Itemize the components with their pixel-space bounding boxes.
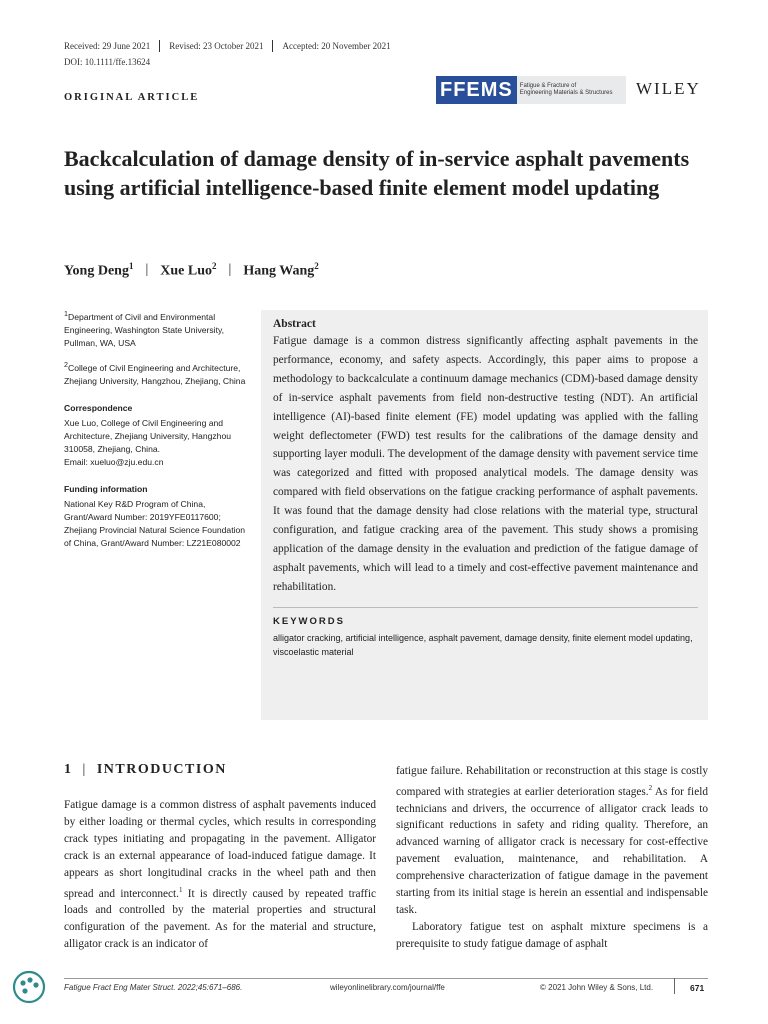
keywords-text: alligator cracking, artificial intelligence, asphalt pavement, damage density, finite element model updating, viscoelastic material	[273, 632, 693, 657]
publisher-logo[interactable]: WILEY	[636, 79, 701, 98]
citation-ref[interactable]: 2	[648, 783, 653, 792]
article-title: Backcalculation of damage density of in-service asphalt pavements using artificial intelligence-based finite element model updating	[64, 146, 690, 200]
submission-dates	[64, 40, 400, 52]
funding-heading: Funding information	[64, 483, 148, 494]
abstract-heading: Abstract	[273, 318, 316, 330]
author[interactable]: Hang Wang$^2$	[243, 261, 319, 279]
correspondence-email[interactable]: Email: xueluo@zju.edu.cn	[64, 456, 164, 467]
section-number: 1	[64, 762, 73, 777]
journal-logo[interactable]	[436, 76, 626, 104]
page-number: 671	[690, 983, 705, 993]
received-date: Received: 29 June 2021	[64, 41, 151, 51]
body-paragraph: Fatigue damage is a common distress of asphalt pavements induced by either loading or thermal cycles, which results in corresponding crack types initiating and propagating in the pavement. Alligator crack is an external appearance of load-induced fatigue damage. It appears as short longitudinal cracks in the wheel path and then spread and interconnect.$^1$ It is directly caused by repeated traffic loads and controlled by the material properties and structural configuration of the pavement. As for the material and structure, alligator crack is an indicator of	[64, 799, 376, 951]
abstract-text: Fatigue damage is a common distress significantly affecting asphalt pavements in the performance, economy, and safety aspects. Accordingly, this paper aims to propose a methodology to backcalculate a continuum damage mechanics (CDM)-based damage density of in-service asphalt pavements from field non-destructive testing (NDT). An artificial intelligence (AI)-based finite element (FE) model updating was applied with the falling weight deflectometer (FWD) test results for the calibrations of the damage density and supporting layer moduli. The development of the damage density with pavement service time was categorized and fitted with proposed analytical models. The damage density was compared with field observations on the fatigue cracking performance of asphalt pavements. It was found that the damage density had close relations with the material type, structural configuration, and fatigue cracking area of the pavement. This study shows a promising application of the damage density in the evaluation and prediction of the fatigue damage of asphalt pavements, which will lead to a timely and cost-effective pavement maintenance and rehabilitation.	[273, 335, 698, 593]
body-column-right	[396, 763, 708, 953]
ffems-logo-mark: FFEMS	[436, 76, 517, 104]
affiliation: $^1$Department of Civil and Environmental Engineering, Washington State University, Pullman, WA, USA	[64, 310, 225, 348]
accepted-date: Accepted: 20 November 2021	[282, 41, 391, 51]
journal-name: Fatigue & Fracture of Engineering Materials & Structures	[519, 83, 613, 96]
footer-copyright: © 2021 John Wiley & Sons, Ltd.	[540, 983, 654, 992]
body-paragraph: fatigue failure. Rehabilitation or reconstruction at this stage is costly compared with strategies at earlier deterioration stages.$^2$ As for field technicians and drivers, the occurrence of alligator crack leads to significant reductions in safety and riding quality. Therefore, an advanced warning of alligator crack is necessary for cost-effective pavement evaluation, maintenance, and rehabilitation. A comprehensive characterization of fatigue damage in the pavement starting from its initial stage is herein an essential and indispensable task.	[396, 765, 709, 917]
funding-text: National Key R&D Program of China, Grant/Award Number: 2019YFE0117600; Zhejiang Provincial Natural Science Foundation of China, Grant/Award Number: LZ21E080002	[64, 498, 246, 548]
abstract-box	[261, 310, 708, 720]
footer-url[interactable]: wileyonlinelibrary.com/journal/ffe	[330, 983, 445, 992]
author-list	[64, 261, 319, 280]
divider	[273, 607, 698, 608]
author[interactable]: Yong Deng$^1$	[64, 261, 134, 279]
affiliation: $^2$College of Civil Engineering and Architecture, Zhejiang University, Hangzhou, Zhejiang, China	[64, 360, 246, 386]
palette-icon[interactable]	[12, 970, 46, 1004]
correspondence-text: Xue Luo, College of Civil Engineering and Architecture, Zhejiang University, Hangzhou 310058, Zhejiang, China.	[64, 417, 232, 454]
section-title: INTRODUCTION	[96, 762, 227, 777]
footer-citation: Fatigue Fract Eng Mater Struct. 2022;45:671–686.	[64, 983, 243, 992]
author-separator: |	[228, 262, 232, 278]
divider	[674, 978, 675, 994]
author[interactable]: Xue Luo$^2$	[160, 261, 217, 279]
citation-ref[interactable]: 1	[178, 885, 183, 894]
article-type: ORIGINAL ARTICLE	[64, 92, 200, 103]
author-separator: |	[145, 262, 149, 278]
correspondence-heading: Correspondence	[64, 402, 133, 413]
section-separator: |	[82, 762, 87, 777]
keywords-heading: KEYWORDS	[273, 615, 345, 627]
footer-divider	[64, 978, 708, 979]
doi[interactable]: DOI: 10.1111/ffe.13624	[64, 57, 151, 67]
section-heading	[64, 762, 227, 778]
article-info-sidebar	[64, 308, 249, 559]
body-paragraph: Laboratory fatigue test on asphalt mixture specimens is a prerequisite to study fatigue damage of asphalt	[396, 920, 708, 950]
revised-date: Revised: 23 October 2021	[169, 41, 264, 51]
